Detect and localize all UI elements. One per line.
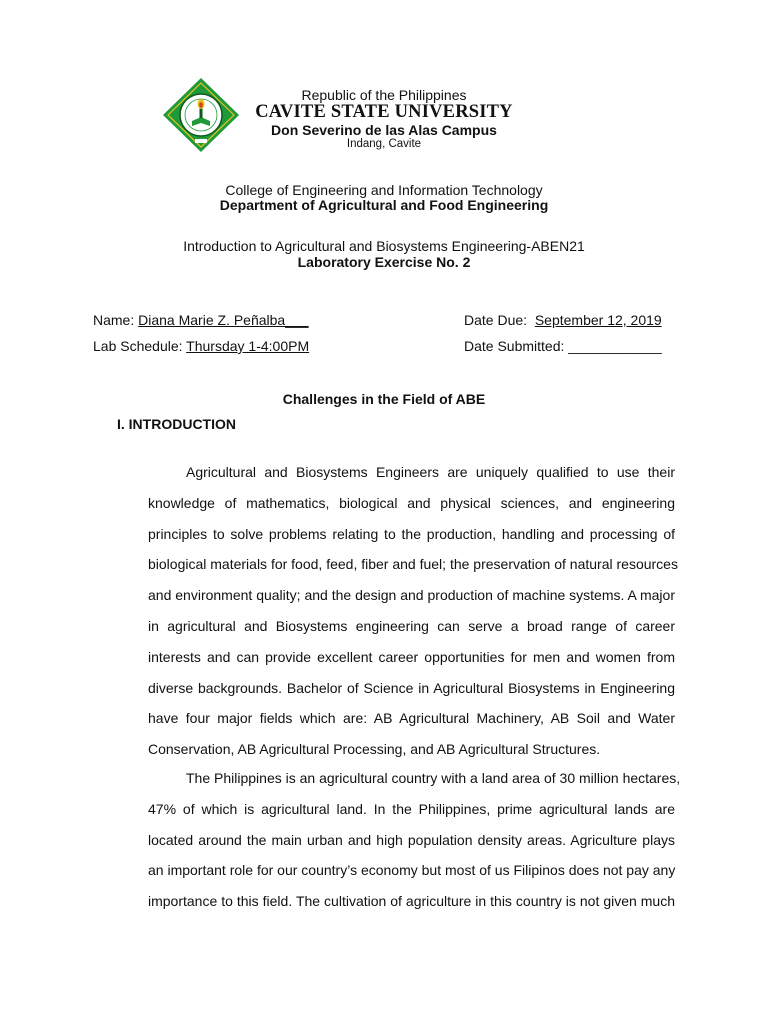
- submitted-date-value: ____________: [568, 338, 662, 354]
- due-date-value: September 12, 2019: [534, 312, 662, 328]
- paragraph-line: in agricultural and Biosystems engineering can serve a broad range of career: [148, 617, 675, 634]
- name-value: Diana Marie Z. Peñalba___: [138, 312, 309, 328]
- department-name: Department of Agricultural and Food Engineering: [219, 197, 549, 213]
- paragraph-line: 47% of which is agricultural land. In the Philippines, prime agricultural lands are: [148, 800, 675, 817]
- paragraph-line: interests and can provide excellent career opportunities for men and women from: [148, 648, 675, 665]
- due-date-label: Date Due:: [464, 312, 528, 328]
- paragraph-line: principles to solve problems relating to the production, handling and processing of: [148, 525, 675, 542]
- paragraph-line: Agricultural and Biosystems Engineers are uniquely qualified to use their: [186, 464, 675, 480]
- due-date-field: [464, 312, 662, 328]
- schedule-field: [93, 338, 309, 354]
- name-field: [93, 312, 309, 328]
- header-location: Indang, Cavite: [346, 138, 422, 150]
- paragraph-line: an important role for our country’s economy but most of us Filipinos does not pay any: [148, 862, 676, 879]
- exercise-title: Laboratory Exercise No. 2: [297, 254, 471, 270]
- paragraph-line: have four major fields which are: AB Agricultural Machinery, AB Soil and Water: [148, 710, 675, 727]
- paragraph-line: located around the main urban and high population density areas. Agriculture plays: [148, 831, 675, 848]
- paragraph-line: and environment quality; and the design and production of machine systems. A major: [148, 587, 675, 604]
- paragraph-line: Conservation, AB Agricultural Processing, and AB Agricultural Structures.: [148, 741, 601, 758]
- schedule-value: Thursday 1-4:00PM: [186, 338, 310, 354]
- paragraph-line: The Philippines is an agricultural country with a land area of 30 million hectares,: [186, 770, 681, 786]
- paragraph-line: importance to this field. The cultivation of agriculture in this country is not given much: [148, 893, 675, 910]
- header-campus: Don Severino de las Alas Campus: [271, 122, 497, 138]
- course-title: Introduction to Agricultural and Biosystems Engineering-ABEN21: [183, 238, 585, 254]
- introduction-paragraph-1: [148, 464, 678, 772]
- submitted-date-label: Date Submitted:: [464, 338, 565, 354]
- header-republic: Republic of the Philippines: [301, 87, 467, 103]
- paragraph-line: knowledge of mathematics, biological and physical sciences, and engineering: [148, 494, 675, 511]
- paragraph-line: biological materials for food, feed, fiber and fuel; the preservation of natural resources: [148, 556, 678, 573]
- header-university-name: CAVITE STATE UNIVERSITY: [255, 102, 513, 122]
- college-name: College of Engineering and Information Technology: [225, 182, 543, 198]
- document-title: Challenges in the Field of ABE: [282, 391, 486, 407]
- paragraph-line: diverse backgrounds. Bachelor of Science in Agricultural Biosystems in Engineering: [148, 679, 675, 696]
- name-label: Name:: [93, 312, 135, 328]
- schedule-label: Lab Schedule:: [93, 338, 183, 354]
- introduction-paragraph-2: [148, 770, 681, 924]
- submitted-date-field: [464, 338, 662, 354]
- section-heading: I. INTRODUCTION: [117, 416, 236, 432]
